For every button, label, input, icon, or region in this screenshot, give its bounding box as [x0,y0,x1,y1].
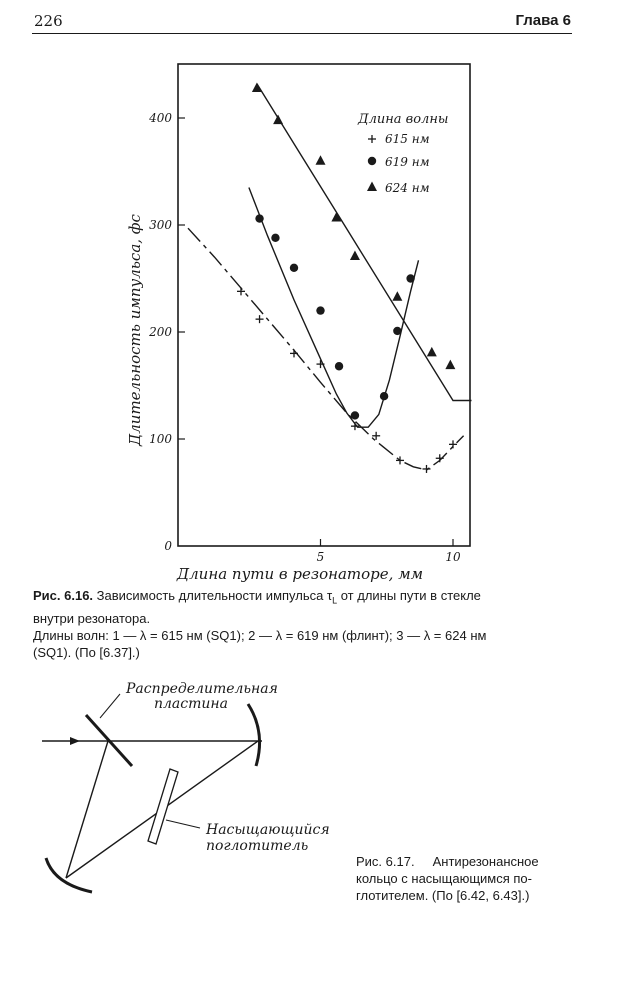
x-tick-label-5: 5 [316,550,325,564]
caption-617-line2: кольцо с насыщающимся по- [356,871,532,886]
caption-616-line4: (SQ1). (По [6.37].) [33,644,140,660]
caption-616-line3: Длины волн: 1 — λ = 615 нм (SQ1); 2 — λ = 619 нм (флинт); 3 — λ = 624 нм [33,627,487,643]
legend-label-619: 619 нм [385,155,430,169]
figure-617-caption [356,853,576,904]
y-axis-label: Длительность импульса, фс [126,214,144,446]
caption-616-prefix: Рис. 6.16. [33,588,94,603]
caption-616-text-end: от длины пути в стекле [337,588,481,603]
legend-entry-619 [368,155,430,169]
point-plus-0 [237,287,245,295]
chart-legend [357,112,449,195]
point-triangle-1 [273,115,283,125]
legend-symbol-circle [368,157,376,165]
absorber-label-line2: поглотитель [206,838,309,854]
caption-617-line1: Рис. 6.17. Антирезонансное [356,854,539,869]
legend-title: Длина волны [358,112,449,127]
point-triangle-2 [316,155,326,165]
caption-616-subscript: L [332,595,338,606]
upper-mirror [248,704,260,766]
splitter-leader-line [100,694,120,718]
output-arrow-icon [70,737,80,745]
absorber-leader-line [166,820,200,828]
legend-marker-plus [368,135,376,143]
figure-616-caption [33,587,573,661]
point-circle-5 [351,411,359,419]
legend-label-615: 615 нм [385,132,430,146]
point-triangle-0 [252,83,262,93]
y-tick-label-300: 300 [149,218,172,232]
saturable-absorber [148,769,178,844]
splitter-label-line2: пластина [154,696,228,712]
point-plus-8 [436,454,444,462]
legend-entry-624 [367,181,430,195]
caption-616-line2: внутри резонатора. [33,610,151,626]
splitter-label-line1: Распределительная [126,681,278,697]
point-circle-3 [316,306,324,314]
page-number: 226 [34,12,63,30]
antiresonant-ring-diagram [0,660,627,1000]
y-tick-label-0: 0 [164,539,172,553]
curve-circle [249,188,419,428]
legend-label-624: 624 нм [385,181,430,195]
legend-symbol-plus [368,135,376,143]
point-circle-6 [380,392,388,400]
point-plus-9 [449,440,457,448]
chapter-title: Глава 6 [515,12,571,29]
point-plus-2 [290,349,298,357]
absorber-label-line1: Насыщающийся [206,822,330,838]
point-circle-8 [406,274,414,282]
point-circle-0 [255,214,263,222]
caption-616-text: Зависимость длительности импульса τ [96,588,333,603]
legend-symbol-triangle [367,182,377,192]
x-axis-label: Длина пути в резонаторе, мм [176,565,424,583]
x-tick-label-10: 10 [445,550,461,564]
point-triangle-6 [427,347,437,357]
caption-617-line3: глотителем. (По [6.42, 6.43].) [356,888,530,903]
beam-splitter-to-lower-mirror [66,741,108,878]
point-plus-3 [317,360,325,368]
point-plus-7 [423,465,431,473]
point-triangle-5 [392,291,402,301]
caption-616-line1 [33,587,573,610]
y-tick-label-200: 200 [149,325,172,339]
point-plus-1 [256,315,264,323]
legend-marker-triangle [367,182,377,192]
point-circle-7 [393,327,401,335]
curve-triangle [257,84,472,401]
legend-marker-circle [368,157,376,165]
point-triangle-4 [350,251,360,261]
point-circle-1 [271,234,279,242]
curve-plus [188,228,464,470]
legend-entry-615 [368,132,430,146]
point-triangle-7 [445,360,455,370]
point-circle-4 [335,362,343,370]
y-tick-label-100: 100 [149,432,172,446]
point-circle-2 [290,264,298,272]
y-tick-label-400: 400 [149,111,172,125]
